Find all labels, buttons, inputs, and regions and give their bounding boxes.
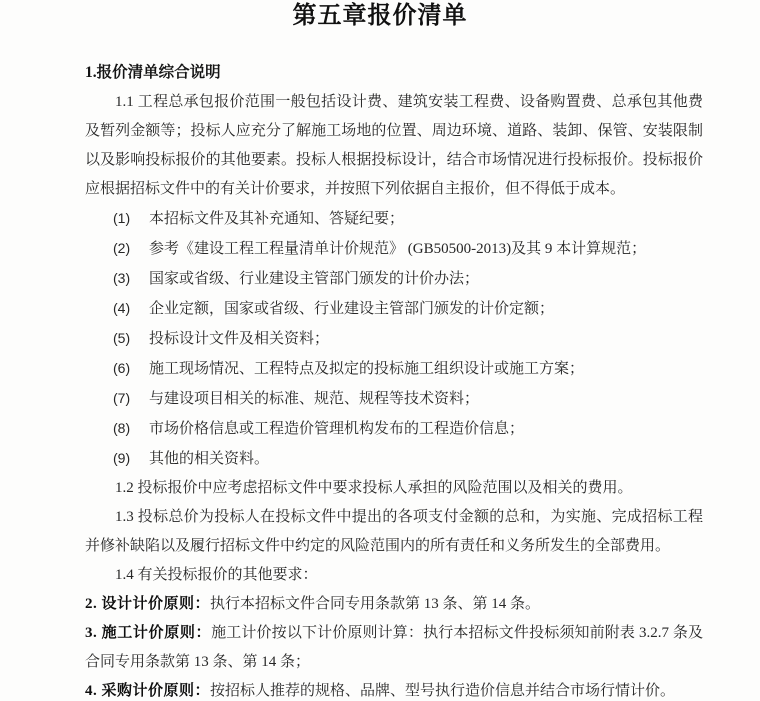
list-item [85, 384, 703, 414]
principle-text: 执行本招标文件合同专用条款第 13 条、第 14 条。 [210, 596, 541, 612]
paragraph: 1.1 工程总承包报价范围一般包括设计费、建筑安装工程费、设备购置费、总承包其他费及暂列金额等；投标人应充分了解施工场地的位置、周边环境、道路、装卸、保管、安装限制以及影响投标报价的其他要素。投标人根据投标设计，结合市场情况进行投标报价。投标报价应根据招标文件中的有关计价要求，并按照下列依据自主报价，但不得低于成本。 [85, 94, 703, 197]
list-item-text: 施工现场情况、工程特点及拟定的投标施工组织设计或施工方案； [149, 361, 585, 377]
principle-text: 施工计价按以下计价原则计算：执行本招标文件投标须知前附表 3.2.7 条及合同专用条款第 13 条、第 14 条； [85, 625, 703, 670]
list-item-text: 其他的相关资料。 [149, 451, 270, 467]
principle-text: 按招标人推荐的规格、品牌、型号执行造价信息并结合市场行情计价。 [210, 683, 676, 699]
list-item [85, 444, 703, 474]
list-item-text: 国家或省级、行业建设主管部门颁发的计价办法； [149, 271, 480, 287]
principle-paragraph [85, 590, 703, 619]
list-item-text: 参考《建设工程工程量清单计价规范》 (GB50500-2013)及其 9 本计算规范； [149, 241, 647, 257]
list-item-number: (4) [113, 300, 131, 316]
list-item-number: (7) [113, 390, 131, 406]
list-item [85, 294, 703, 324]
list-item-text: 市场价格信息或工程造价管理机构发布的工程造价信息； [149, 421, 525, 437]
principle-label: 4. 采购计价原则： [85, 683, 211, 699]
list-item-text: 投标设计文件及相关资料； [149, 331, 330, 347]
list-item-number: (3) [113, 270, 131, 286]
list-item-number: (2) [113, 240, 131, 256]
list-item [85, 354, 703, 384]
paragraph: 1.3 投标总价为投标人在投标文件中提出的各项支付金额的总和，为实施、完成招标工程并修补缺陷以及履行招标文件中约定的风险范围内的所有责任和义务所发生的全部费用。 [85, 509, 703, 554]
section-heading: 1.报价清单综合说明 [85, 64, 221, 81]
list-item [85, 234, 703, 264]
list-item-text: 企业定额，国家或省级、行业建设主管部门颁发的计价定额； [149, 301, 555, 317]
principle-paragraph [85, 677, 703, 701]
list-item [85, 324, 703, 354]
principle-label: 2. 设计计价原则： [85, 596, 211, 612]
list-item [85, 264, 703, 294]
list-item-text: 本招标文件及其补充通知、答疑纪要； [149, 211, 405, 227]
list-item [85, 414, 703, 444]
paragraph: 1.2 投标报价中应考虑招标文件中要求投标人承担的风险范围以及相关的费用。 [115, 480, 633, 496]
list-item [85, 204, 703, 234]
list-item-number: (9) [113, 450, 131, 466]
list-item-number: (6) [113, 360, 131, 376]
list-item-number: (5) [113, 330, 131, 346]
principle-label: 3. 施工计价原则： [85, 625, 212, 641]
principle-paragraph [85, 619, 703, 677]
list-item-text: 与建设项目相关的标准、规范、规程等技术资料； [149, 391, 480, 407]
list-item-number: (8) [113, 420, 131, 436]
document-body [85, 88, 703, 701]
list-item-number: (1) [113, 210, 131, 226]
document-title: 第五章报价清单 [292, 2, 468, 29]
paragraph: 1.4 有关投标报价的其他要求： [115, 567, 318, 583]
